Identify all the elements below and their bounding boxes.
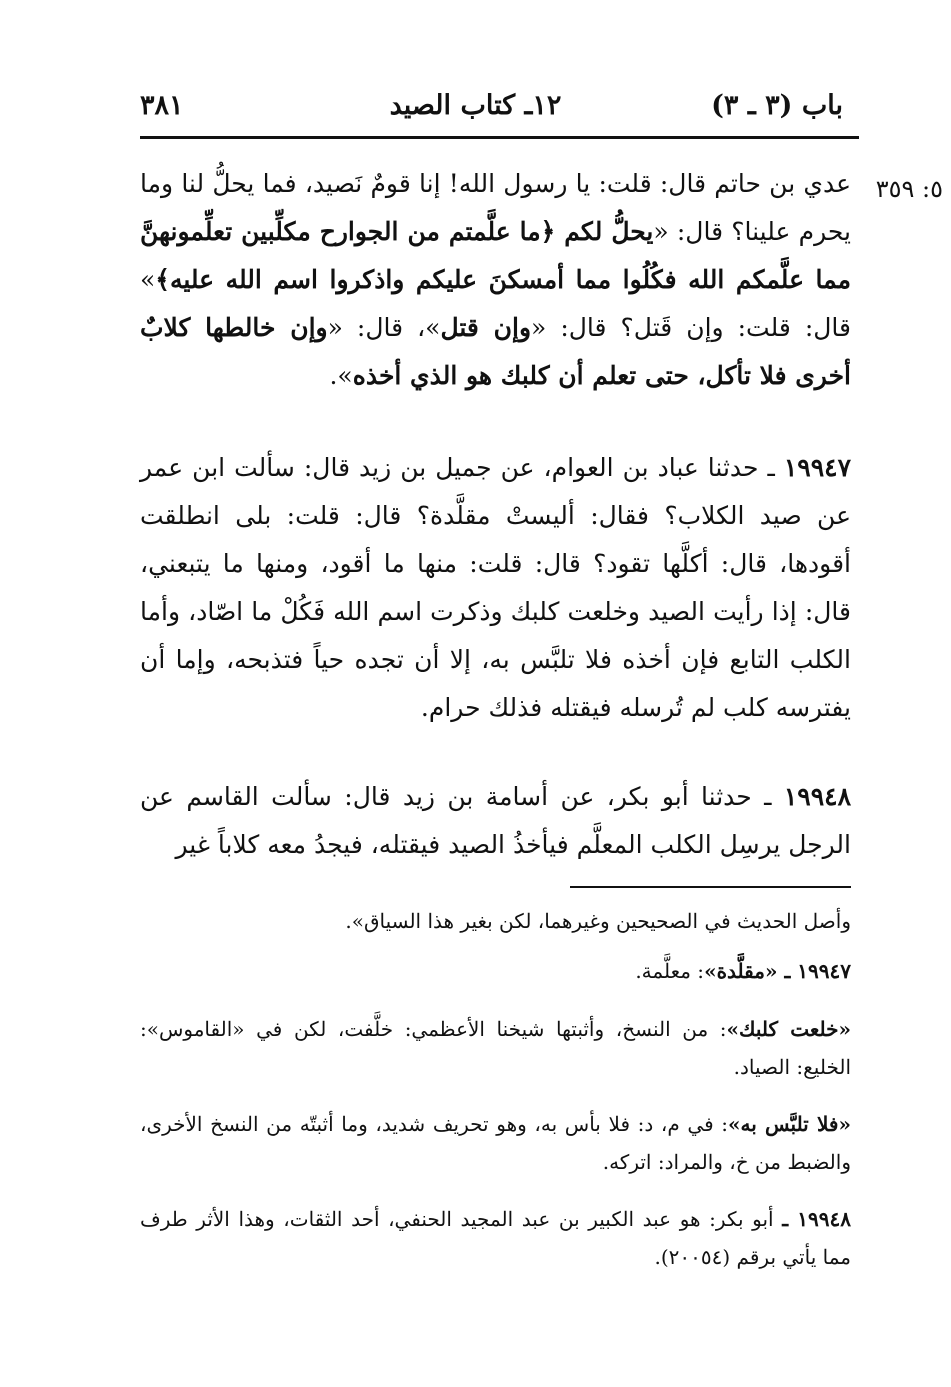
para1-text-3: »، قال: « <box>327 313 441 342</box>
para1-text-4: ». <box>329 361 353 390</box>
footnote-1-term: ١٩٩٤٧ ـ «مقلَّدة» <box>704 959 851 983</box>
athar-number-19948: ١٩٩٤٨ <box>783 782 851 811</box>
athar-text-19947: ـ حدثنا عباد بن العوام، عن جميل بن زيد قال: سألت ابن عمر عن صيد الكلاب؟ فقال: أليستْ مقلَّدة؟ قال: قلت: بلى انطلقت أقودها، قال: أكلَّها تقود؟ قال: قلت: منها ما أقود، ومنها ما يتبعني، قال: إذا رأيت الصيد وخلعت كلبك وذكرت اسم الله فَكُلْ ما اصّاد، وأما الكلب التابع فإن أخذه فلا تلبَّس به، إلا أن تجده حياً فتذبحه، وإما أن يفترسه كلب لم تُرسله فيقتله فذلك حرام. <box>140 453 851 722</box>
footnote-continuation <box>140 902 851 940</box>
para1-prophetic-saying-3: وإن خالطها كلابٌ أخرى فلا تأكل، حتى تعلم أن كلبك هو الذي أخذه <box>140 313 851 390</box>
footnote-4-term: ١٩٩٤٨ ـ <box>782 1207 851 1231</box>
footnote-2-text: : من النسخ، وأثبتها شيخنا الأعظمي: خلَّفت، لكن في «القاموس»: الخليع: الصياد. <box>140 1017 851 1079</box>
para1-text-1: عدي بن حاتم قال: قلت: يا رسول الله! إنا قومٌ نَصيد، فما يحلُّ لنا وما يحرم علينا؟ قال: « <box>140 169 851 246</box>
footnote-separator <box>570 886 851 888</box>
footnote-2-term: «خلعت كلبك» <box>726 1017 851 1041</box>
margin-reference: ٥: ٣٥٩ <box>875 175 943 203</box>
footnote-4-text: أبو بكر: هو عبد الكبير بن عبد المجيد الحنفي، أحد الثقات، وهذا الأثر طرف مما يأتي برقم (٢٠٠٥٤). <box>140 1207 851 1269</box>
para1-text-2: » قال: قلت: وإن قَتل؟ قال: « <box>140 265 851 342</box>
footnote-fala-talabbas <box>140 1105 851 1181</box>
footnote-3-text: : في م، د: فلا بأس به، وهو تحريف شديد، وما أثبتّه من النسخ الأخرى، والضبط من خ، والمراد: اتركه. <box>140 1112 851 1174</box>
running-header-chapter: باب (٣ ـ ٣) <box>711 90 843 121</box>
footnote-khalaat-kalbak <box>140 1010 851 1086</box>
footnote-3-term: «فلا تلبَّس به» <box>728 1112 851 1136</box>
footnote-19947-muqallada <box>140 952 851 990</box>
athar-number-19947: ١٩٩٤٧ <box>783 453 851 482</box>
footnote-19948 <box>140 1200 851 1276</box>
paragraph-athar-19948 <box>140 773 851 869</box>
running-header-book-title: ١٢ـ كتاب الصيد <box>389 90 562 121</box>
para1-prophetic-saying-2: وإن قتل <box>440 313 532 342</box>
header-rule <box>140 136 859 139</box>
paragraph-hadith-1 <box>140 160 851 400</box>
footnote-0-text: وأصل الحديث في الصحيحين وغيرهما، لكن بغير هذا السياق». <box>345 909 851 933</box>
para1-prophetic-saying-1: يحلُّ لكم ﴿ما علَّمتم من الجوارح مكلِّبين تعلِّمونهنَّ مما علَّمكم الله فكُلُوا مما أمسكنَ عليكم واذكروا اسم الله عليه﴾ <box>140 217 851 294</box>
page-number: ٣٨١ <box>140 90 184 121</box>
footnote-1-text: : معلَّمة. <box>635 959 705 983</box>
athar-text-19948: ـ حدثنا أبو بكر، عن أسامة بن زيد قال: سألت القاسم عن الرجل يرسِل الكلب المعلَّم فيأخذُ الصيد فيقتله، فيجدُ معه كلاباً غير <box>140 782 851 859</box>
paragraph-athar-19947 <box>140 444 851 732</box>
